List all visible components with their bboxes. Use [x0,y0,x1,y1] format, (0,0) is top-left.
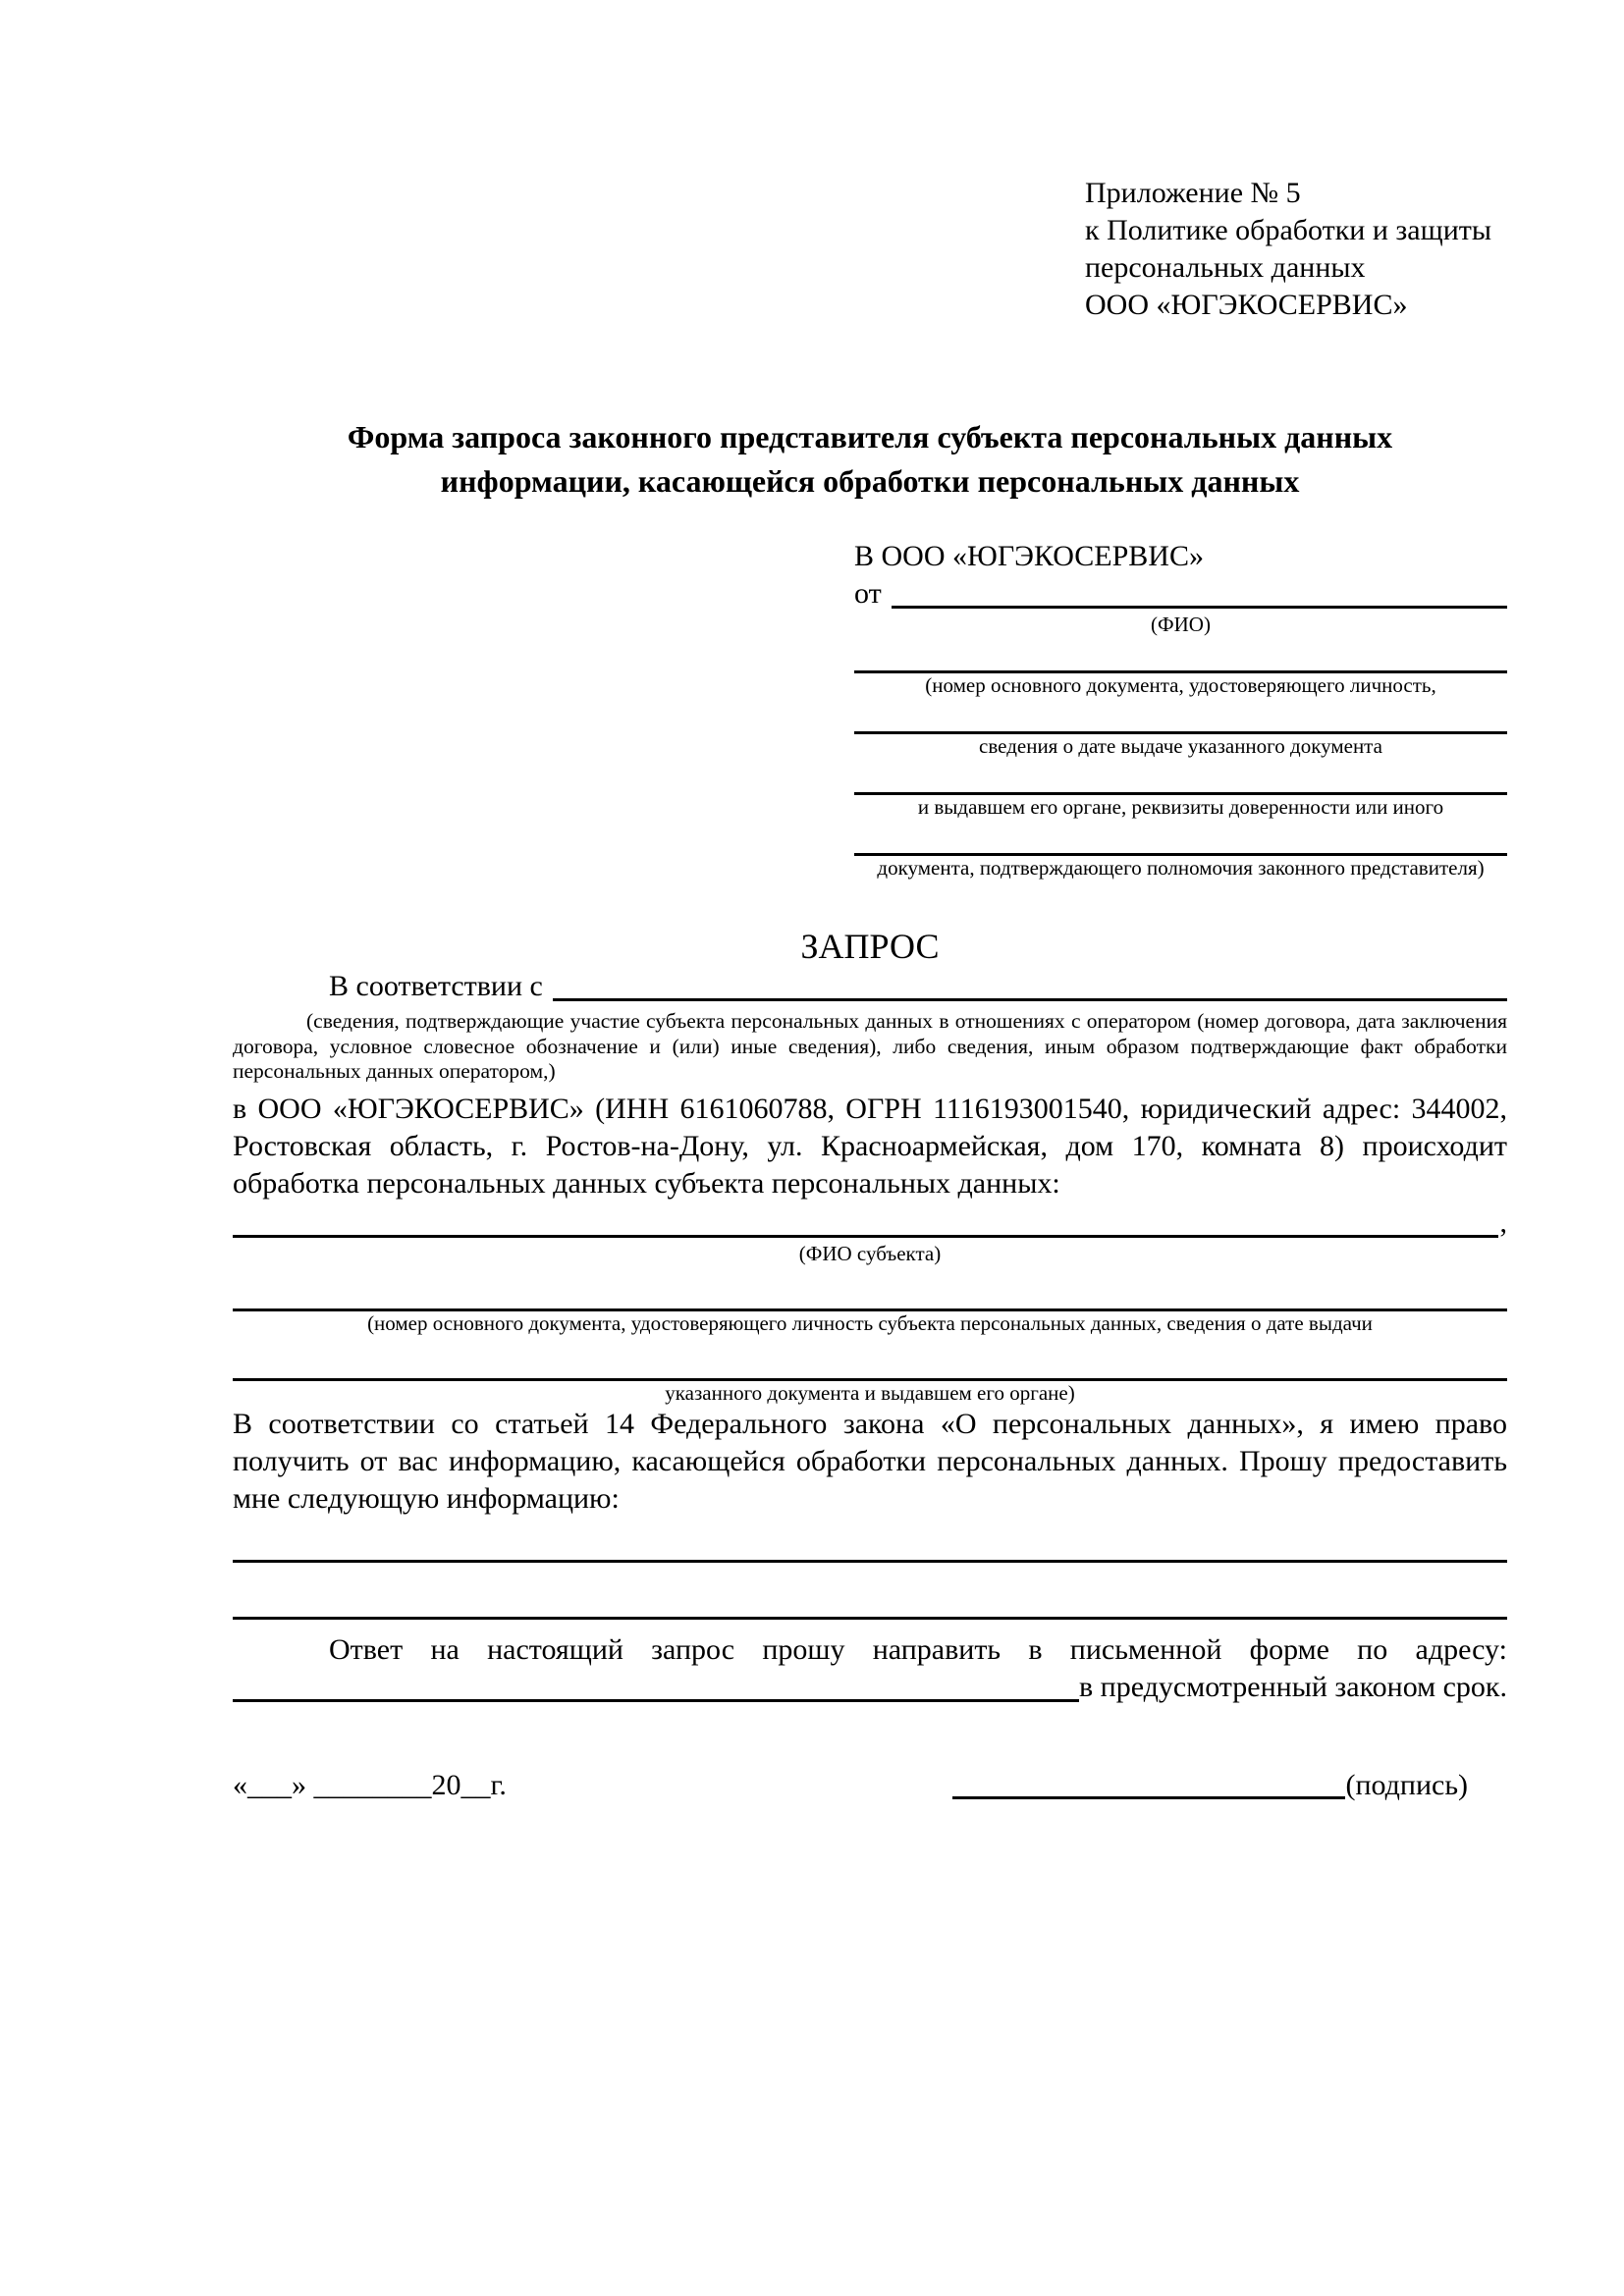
subject-document-blank-line[interactable] [233,1266,1507,1311]
caption-issuing-authority: и выдавшем его органе, реквизиты доверенности или иного [917,795,1444,819]
appendix-line: персональных данных [1085,251,1366,284]
caption-subject-fio: (ФИО субъекта) [798,1241,942,1265]
document-number-blank-line[interactable] [854,637,1507,673]
appendix-line: ООО «ЮГЭКОСЕРВИС» [1085,289,1408,321]
operator-paragraph: в ООО «ЮГЭКОСЕРВИС» (ИНН 6161060788, ОГРН 1116193001540, юридический адрес: 344002, Ростовская область, г. Ростов-на-Дону, ул. Красноармейская, дом 170, комната 8) происходит обработка персональных данных субъекта персональных данных: [233,1092,1507,1200]
trailing-comma: , [1499,1205,1507,1239]
requested-info-blank-line-1[interactable] [233,1518,1507,1563]
reply-tail: в предусмотренный законом срок. [1079,1670,1507,1703]
subject-fio-row [233,1202,1507,1242]
signature-group [952,1767,1468,1804]
authority-document-blank-line[interactable] [854,820,1507,856]
addressee-to: В ООО «ЮГЭКОСЕРВИС» [854,540,1204,572]
signature-row [233,1767,1507,1804]
date-field[interactable]: «___» ________20__г. [233,1768,507,1801]
basis-blank-line[interactable] [553,998,1507,1001]
appendix-line: к Политике обработки и защиты [1085,214,1492,246]
signature-label: (подпись) [1345,1768,1468,1801]
signature-blank-line[interactable] [952,1796,1345,1799]
subject-fio-blank-line[interactable] [233,1235,1498,1238]
appendix-line: Приложение № 5 [1085,177,1301,209]
appendix-header [1085,175,1507,324]
requested-info-blank-line-2[interactable] [233,1563,1507,1620]
intro-label: В соответствии с [329,970,543,1002]
caption-subject-document: (номер основного документа, удостоверяющего личность субъекта персональных данных, сведения о дате выдачи [367,1310,1373,1335]
form-title-line-1: Форма запроса законного представителя субъекта персональных данных [347,419,1393,454]
caption-subject-document-2: указанного документа и выдавшем его органе) [665,1380,1075,1405]
reply-address-row [233,1669,1507,1706]
request-heading: ЗАПРОС [800,927,940,966]
basis-note: (сведения, подтверждающие участие субъекта персональных данных в отношениях с оператором (номер договора, дата заключения договора, условное словесное обозначение и (или) иные сведения), либо сведения, иным образом подтверждающие факт обработки персональных данных оператором,) [233,1009,1507,1083]
address-blank-line[interactable] [233,1699,1079,1702]
rights-paragraph: В соответствии со статьей 14 Федерального закона «О персональных данных», я имею право получить от вас информацию, касающейся обработки персональных данных. Прошу предоставить мне следующую информацию: [233,1407,1507,1515]
caption-document-number: (номер основного документа, удостоверяющего личность, [925,673,1436,697]
caption-issue-date: сведения о дате выдаче указанного документа [979,734,1382,758]
reply-paragraph: Ответ на настоящий запрос прошу направить в письменной форме по адресу: [329,1632,1507,1666]
fio-blank-line[interactable] [892,606,1507,609]
addressee-block [854,538,1507,881]
subject-document-blank-line-2[interactable] [233,1336,1507,1381]
from-label: от [854,577,882,610]
form-title-line-2: информации, касающейся обработки персональных данных [440,463,1300,499]
caption-authority-document: документа, подтверждающего полномочия законного представителя) [877,856,1485,880]
issuing-authority-blank-line[interactable] [854,759,1507,795]
issue-date-blank-line[interactable] [854,698,1507,734]
caption-fio: (ФИО) [1151,613,1211,636]
from-row [854,575,1507,613]
intro-row [233,968,1507,1005]
form-title [233,415,1507,504]
